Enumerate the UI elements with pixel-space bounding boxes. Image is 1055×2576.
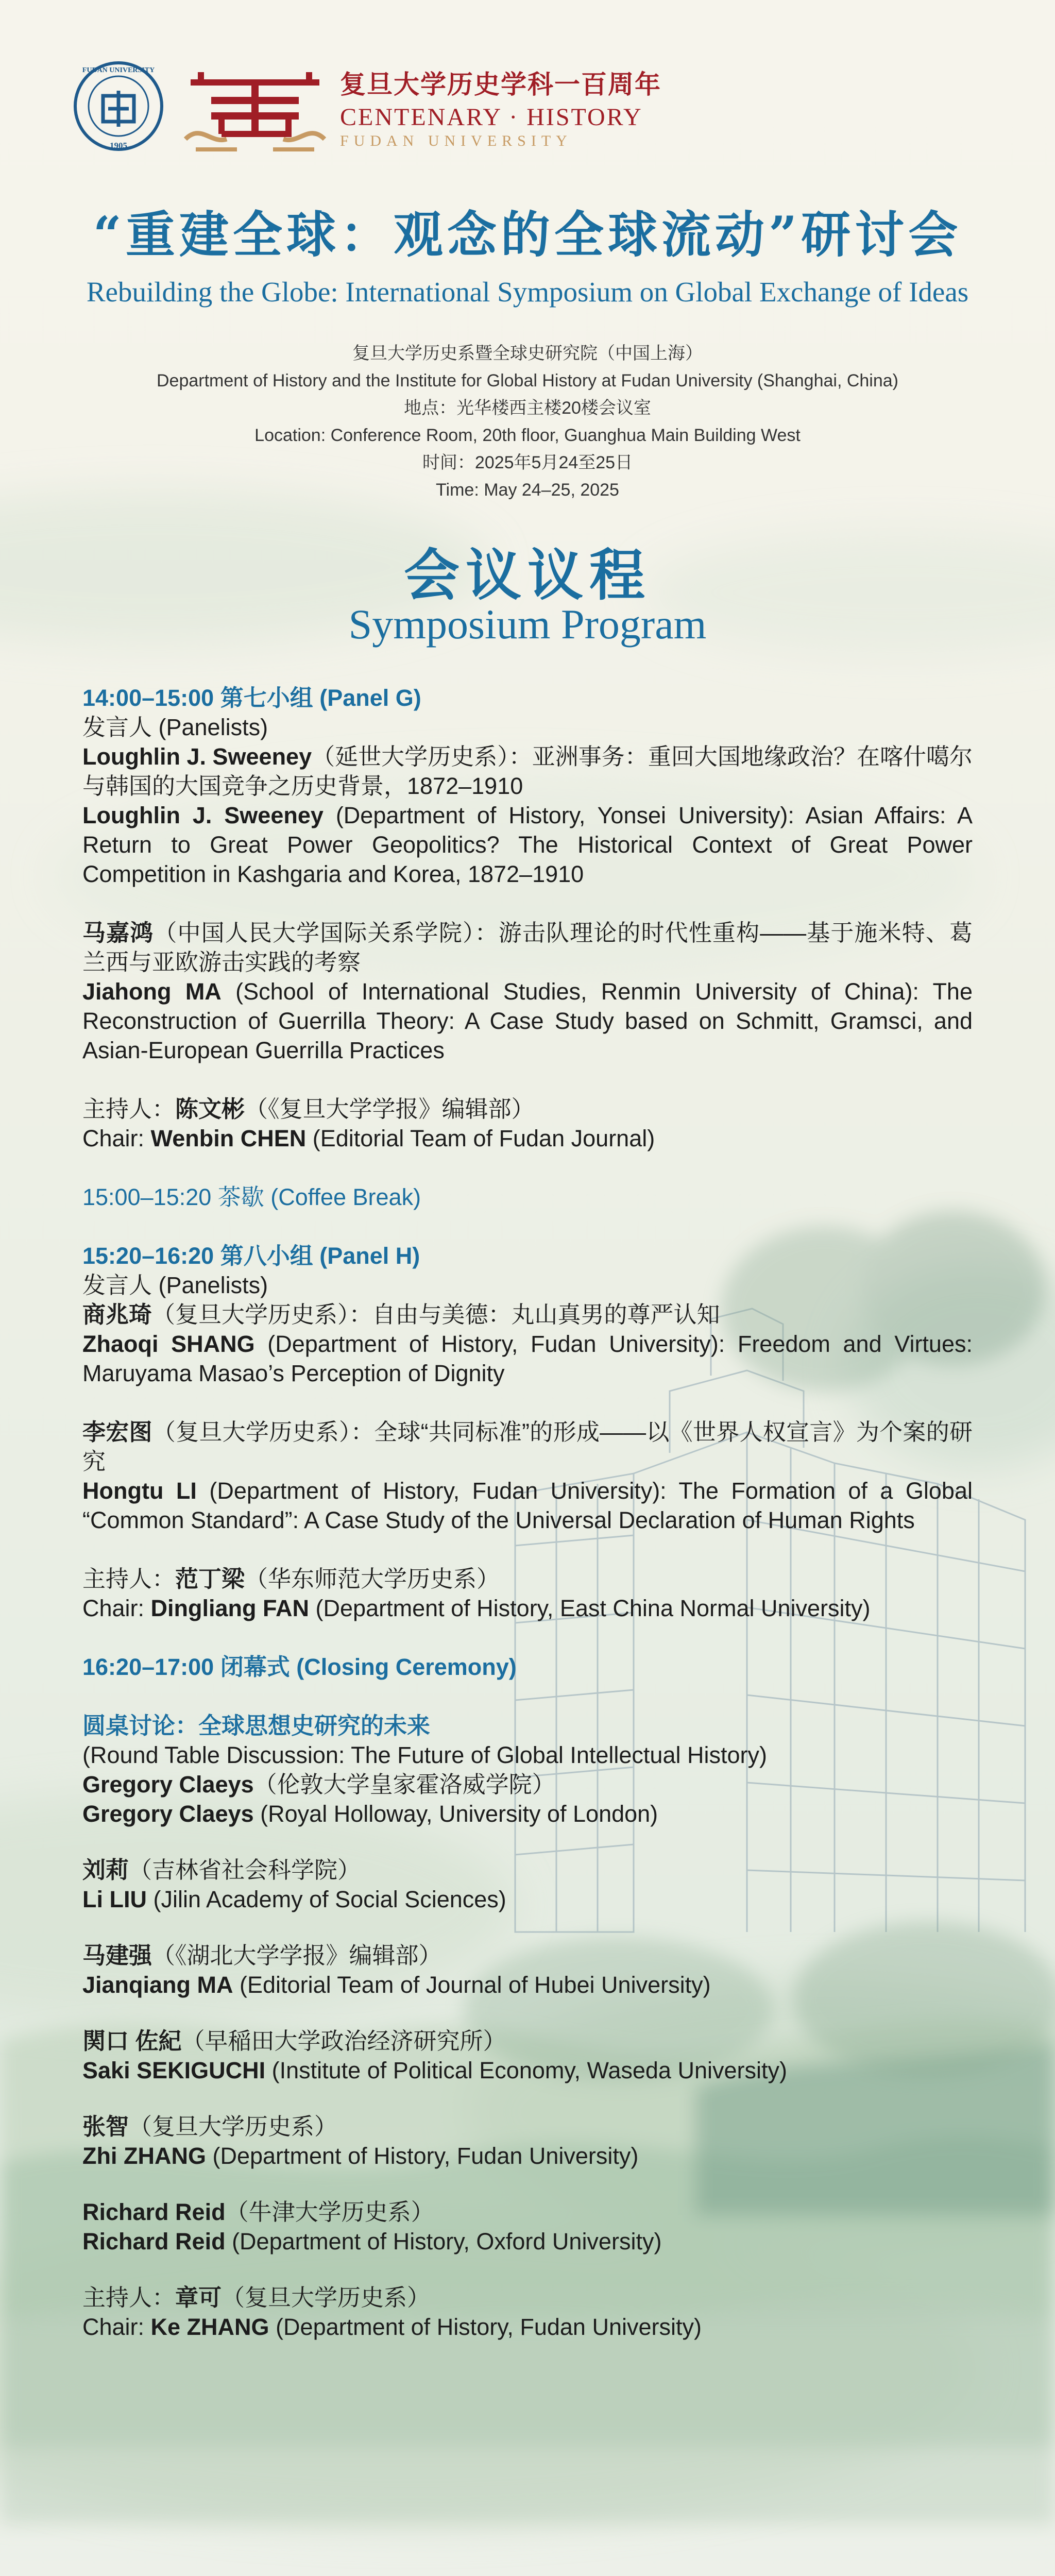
symposium-title-en: Rebuilding the Globe: International Symposium on Global Exchange of Ideas [86, 276, 969, 308]
event-info [0, 340, 1055, 504]
participant-affiliation: (Institute of Political Economy, Waseda University) [265, 2057, 787, 2083]
time-en: Time: May 24–25, 2025 [436, 480, 619, 500]
talk-title-cn [82, 1417, 973, 1476]
participant-cn [82, 1941, 973, 1970]
chair-affiliation: （《复旦大学学报》编辑部） [245, 1096, 535, 1122]
chair-en [82, 1594, 973, 1623]
talk-detail: （复旦大学历史系）：全球“共同标准”的形成——以《世界人权宣言》为个案的研究 [82, 1419, 973, 1475]
participant-affiliation: (Editorial Team of Journal of Hubei University) [233, 1972, 711, 1998]
location-en: Location: Conference Room, 20th floor, Guanghua Main Building West [254, 426, 801, 445]
participant-name: Richard Reid [82, 2228, 226, 2255]
chair-label: Chair: [82, 1595, 151, 1621]
panel-h-heading: 15:20–16:20 第八小组 (Panel H) [82, 1243, 420, 1269]
chair-cn [82, 1094, 973, 1124]
chair-name: Wenbin CHEN [150, 1125, 307, 1151]
talk-title-en [82, 801, 973, 889]
chair-cn [82, 2283, 973, 2312]
participant-affiliation: (Jilin Academy of Social Sciences) [146, 1886, 506, 1912]
program-schedule [82, 683, 973, 2342]
participant-en [82, 1885, 973, 1914]
chair-label: 主持人： [82, 1096, 176, 1122]
chair-en [82, 2312, 973, 2342]
participant-cn [82, 2112, 973, 2141]
talk-detail: (Department of History, Fudan University): The Formation of a Global “Common Standard”: A Case Study of the Universal Declaration of Human Rights [82, 1478, 973, 1533]
speaker-name: 李宏图 [82, 1419, 152, 1445]
chair-affiliation: （华东师范大学历史系） [245, 1566, 500, 1592]
speaker-name: Hongtu LI [82, 1478, 197, 1504]
logo-en: CENTENARY · HISTORY [340, 104, 643, 131]
participant-name: Saki SEKIGUCHI [82, 2057, 266, 2083]
participant-cn [82, 2026, 973, 2056]
org-cn: 复旦大学历史系暨全球史研究院（中国上海） [352, 344, 703, 363]
participant-en [82, 1799, 973, 1828]
panel-g [82, 683, 973, 1153]
talk-title-cn [82, 1300, 973, 1329]
chair-name: Dingliang FAN [150, 1595, 310, 1621]
centenary-logo-text [340, 64, 661, 150]
participant-affiliation: (Department of History, Oxford University) [225, 2228, 662, 2255]
participant-affiliation: （早稲田大学政治经济研究所） [181, 2028, 506, 2054]
talk-title-en [82, 1329, 973, 1388]
participant-cn [82, 1770, 973, 1799]
participant-affiliation: (Royal Holloway, University of London) [253, 1801, 658, 1827]
header-logos [72, 57, 690, 155]
participant-name: Gregory Claeys [82, 1801, 254, 1827]
participant-name: Gregory Claeys [82, 1771, 254, 1798]
participant-en [82, 2056, 973, 2085]
coffee-break: 15:00–15:20 茶歇 (Coffee Break) [82, 1184, 421, 1210]
participant-affiliation: (Department of History, Fudan University) [206, 2143, 639, 2169]
speaker-name: Jiahong MA [82, 978, 222, 1005]
participant-name: 张智 [82, 2113, 129, 2140]
speaker-name: 马嘉鸿 [82, 920, 154, 946]
talk-title-en [82, 1476, 973, 1535]
participant-affiliation: （伦敦大学皇家霍洛威学院） [253, 1771, 555, 1798]
participant-cn [82, 1855, 973, 1885]
participant-affiliation: （吉林省社会科学院） [129, 1857, 361, 1883]
participant-name: Zhi ZHANG [82, 2143, 206, 2169]
talk-title-en [82, 977, 973, 1065]
time-cn: 时间：2025年5月24至25日 [422, 453, 633, 472]
closing-heading: 16:20–17:00 闭幕式 (Closing Ceremony) [82, 1654, 517, 1680]
closing-ceremony [82, 1652, 973, 2342]
talk-detail: (Department of History, Fudan University): Freedom and Virtues: Maruyama Masao’s Perception of Dignity [82, 1331, 973, 1386]
chair-name: 章可 [175, 2284, 222, 2311]
location-cn: 地点：光华楼西主楼20楼会议室 [404, 398, 651, 418]
speaker-name: Loughlin J. Sweeney [82, 743, 312, 770]
speaker-name: Zhaoqi SHANG [82, 1331, 255, 1357]
talk-detail: （复旦大学历史系）：自由与美德：丸山真男的尊严认知 [152, 1301, 720, 1328]
talk-detail: （中国人民大学国际关系学院）：游击队理论的时代性重构——基于施米特、葛兰西与亚欧游击实践的考察 [82, 920, 973, 975]
participant-cn [82, 2197, 973, 2227]
participant-name: Richard Reid [82, 2199, 226, 2225]
talk-detail: （延世大学历史系）：亚洲事务：重回大国地缘政治？在喀什噶尔与韩国的大国竞争之历史背景，1872–1910 [82, 743, 973, 799]
talk-detail: (School of International Studies, Renmin University of China): The Reconstruction of Guerrilla Theory: A Case Study based on Schmitt, Gramsci, and Asian-European Guerrilla Practices [82, 978, 973, 1063]
participant-name: 関口 佐紀 [82, 2028, 182, 2054]
chair-affiliation: (Editorial Team of Fudan Journal) [306, 1125, 655, 1151]
roundtable-heading-en: (Round Table Discussion: The Future of Global Intellectual History) [82, 1742, 767, 1768]
chair-affiliation: (Department of History, East China Normal University) [309, 1595, 871, 1621]
talk-title-cn [82, 918, 973, 977]
participant-affiliation: （复旦大学历史系） [129, 2113, 338, 2140]
seal-ring-text: FUDAN UNIVERSITY [82, 66, 155, 74]
participant-name: 马建强 [82, 1942, 152, 1969]
panelists-label: 发言人 (Panelists) [82, 1272, 268, 1298]
chair-affiliation: (Department of History, Fudan University) [269, 2314, 702, 2340]
chair-name: Ke ZHANG [150, 2314, 269, 2340]
chair-name: 陈文彬 [175, 1096, 245, 1122]
roundtable-heading: 圆桌讨论：全球思想史研究的未来 [82, 1713, 431, 1739]
logo-cn: 复旦大学历史学科一百周年 [340, 69, 661, 99]
seal-year: 1905 [110, 141, 127, 150]
participant-name: Jianqiang MA [82, 1972, 233, 1998]
participant-affiliation: （牛津大学历史系） [225, 2199, 434, 2225]
chair-label: Chair: [82, 1125, 151, 1151]
fudan-seal-icon [72, 60, 165, 152]
talk-title-cn [82, 742, 973, 801]
chair-label: Chair: [82, 2314, 151, 2340]
panel-g-heading: 14:00–15:00 第七小组 (Panel G) [82, 685, 421, 711]
chair-name: 范丁梁 [175, 1566, 245, 1592]
participant-affiliation: （《湖北大学学报》编辑部） [152, 1942, 442, 1969]
chair-label: 主持人： [82, 2284, 176, 2311]
symposium-title-cn: “重建全球：观念的全球流动”研讨会 [93, 206, 962, 264]
speaker-name: 商兆琦 [82, 1301, 152, 1328]
chair-cn [82, 1564, 973, 1594]
participant-name: Li LIU [82, 1886, 147, 1912]
centenary-mark-icon [180, 62, 330, 155]
participant-en [82, 2141, 973, 2171]
speaker-name: Loughlin J. Sweeney [82, 802, 324, 828]
chair-en [82, 1124, 973, 1153]
program-title-cn: 会议议程 [403, 543, 651, 608]
talk-detail: (Department of History, Yonsei University): Asian Affairs: A Return to Great Power Geopolitics? The Historical Context of Great Power Competition in Kashgaria and Korea, 1872–1910 [82, 802, 973, 887]
logo-en-sub: FUDAN UNIVERSITY [340, 132, 572, 149]
participant-en [82, 1970, 973, 1999]
org-en: Department of History and the Institute for Global History at Fudan University (Shanghai, China) [156, 371, 898, 391]
program-title-en: Symposium Program [348, 601, 707, 648]
participant-en [82, 2227, 973, 2256]
panelists-label: 发言人 (Panelists) [82, 714, 268, 740]
chair-label: 主持人： [82, 1566, 176, 1592]
participant-name: 刘莉 [82, 1857, 129, 1883]
chair-affiliation: （复旦大学历史系） [222, 2284, 431, 2311]
panel-h [82, 1241, 973, 1623]
